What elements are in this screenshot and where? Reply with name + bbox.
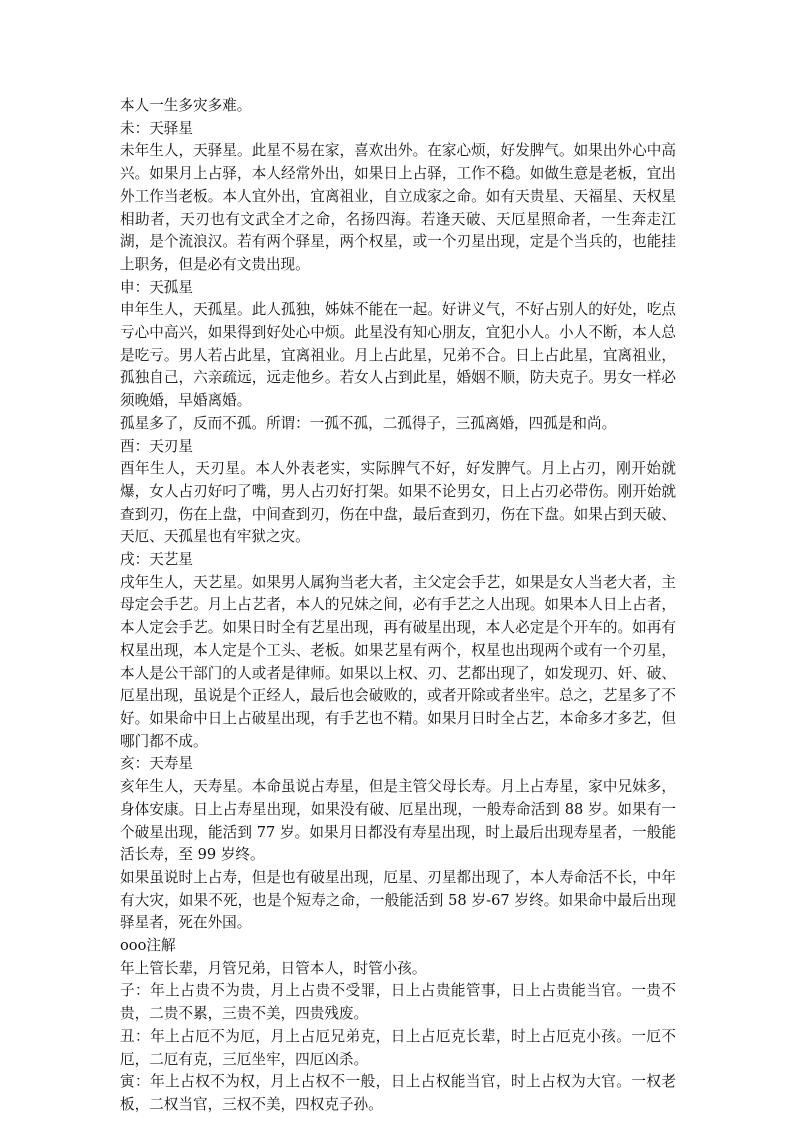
paragraph-tian-yi-art-xing: 戌年生人，天艺星。如果男人属狗当老大者，主父定会手艺，如果是女人当老大者，主母定会手艺。月上占艺者，本人的兄妹之间，必有手艺之人出现。如果本人日上占者，本人定会手艺。如果日时全有艺星出现，再有破星出现，本人必定是个开车的。如再有权星出现，本人定是个工头、老板。如果艺星有两个，权星也出现两个或有一个刃星，本人是公干部门的人或者是律师。如果以上权、刃、艺都出现了，如发现刃、奸、破、厄星出现，虽说是个正经人，最后也会破败的，或者开除或者坐牢。总之，艺星多了不好。如果命中日上占破星出现，有手艺也不精。如果月日时全占艺，本命多才多艺，但哪门都不成。	[120, 573, 676, 750]
heading-tian-yi-xing: 未：天驿星	[120, 119, 193, 137]
paragraph-annotation-intro: 年上管长辈，月管兄弟，日管本人，时管小孩。	[120, 959, 427, 977]
paragraph-annotation-yin: 寅：年上占权不为权，月上占权不一般，日上占权能当官，时上占权为大官。一权老板，二权当官，三权不美，四权克子孙。	[120, 1073, 676, 1113]
heading-tian-yi-art-xing: 戌：天艺星	[120, 551, 193, 569]
paragraph-tian-yi-xing: 未年生人，天驿星。此星不易在家，喜欢出外。在家心烦，好发脾气。如果出外心中高兴。如果月上占驿，本人经常外出，如果日上占驿，工作不稳。如做生意是老板，宜出外工作当老板。本人宜外出，宜离祖业，自立成家之命。如有天贵星、天福星、天权星相助者，天刃也有文武全才之命，名扬四海。若逢天破、天厄星照命者，一生奔走江湖，是个流浪汉。若有两个驿星，两个权星，或一个刃星出现，定是个当兵的，也能挂上职务，但是必有文贵出现。	[120, 142, 676, 273]
heading-tian-ren-xing: 酉：天刃星	[120, 437, 193, 455]
paragraph-tian-shou-xing-2: 如果虽说时上占寿，但是也有破星出现，厄星、刃星都出现了，本人寿命活不长，中年有大灾，如果不死，也是个短寿之命，一般能活到 58 岁-67 岁终。如果命中最后出现驿星者，死在外国。	[120, 868, 676, 932]
paragraph-intro-end: 本人一生多灾多难。	[120, 97, 252, 114]
heading-tian-shou-xing: 亥：天寿星	[120, 755, 193, 773]
heading-tian-gu-xing: 申：天孤星	[120, 278, 193, 296]
document-page	[120, 95, 676, 1117]
paragraph-tian-shou-xing: 亥年生人，天寿星。本命虽说占寿星，但是主管父母长寿。月上占寿星，家中兄妹多，身体安康。日上占寿星出现，如果没有破、厄星出现，一般寿命活到 88 岁。如果有一个破星出现，能活到 77 岁。如果月日都没有寿星出现，时上最后出现寿星者，一般能活长寿，至 99 岁终。	[120, 778, 676, 864]
paragraph-tian-ren-xing: 酉年生人，天刃星。本人外表老实，实际脾气不好，好发脾气。月上占刃，刚开始就爆，女人占刃好叼了嘴，男人占刃好打架。如果不论男女，日上占刃必带伤。刚开始就查到刃，伤在上盘，中间查到刃，伤在中盘，最后查到刃，伤在下盘。如果占到天破、天厄、天孤星也有牢狱之灾。	[120, 460, 676, 546]
paragraph-gu-xing-note: 孤星多了，反而不孤。所谓：一孤不孤，二孤得子，三孤离婚，四孤是和尚。	[120, 414, 617, 432]
paragraph-annotation-zi: 子：年上占贵不为贵，月上占贵不受罪，日上占贵能管事，日上占贵能当官。一贵不贵，二贵不累，三贵不美，四贵残废。	[120, 982, 676, 1023]
heading-annotation: ooo注解	[120, 937, 176, 955]
paragraph-annotation-chou: 丑：年上占厄不为厄，月上占厄兄弟克，日上占厄克长辈，时上占厄克小孩。一厄不厄，二厄有克，三厄坐牢，四厄凶杀。	[120, 1027, 676, 1068]
paragraph-tian-gu-xing: 申年生人，天孤星。此人孤独，姊妹不能在一起。好讲义气，不好占别人的好处，吃点亏心中高兴，如果得到好处心中烦。此星没有知心朋友，宜犯小人。小人不断，本人总是吃亏。男人若占此星，宜离祖业。月上占此星，兄弟不合。日上占此星，宜离祖业，孤独自己，六亲疏远，远走他乡。若女人占到此星，婚姻不顺，防夫克子。男女一样必须晚婚，早婚离婚。	[120, 301, 676, 410]
